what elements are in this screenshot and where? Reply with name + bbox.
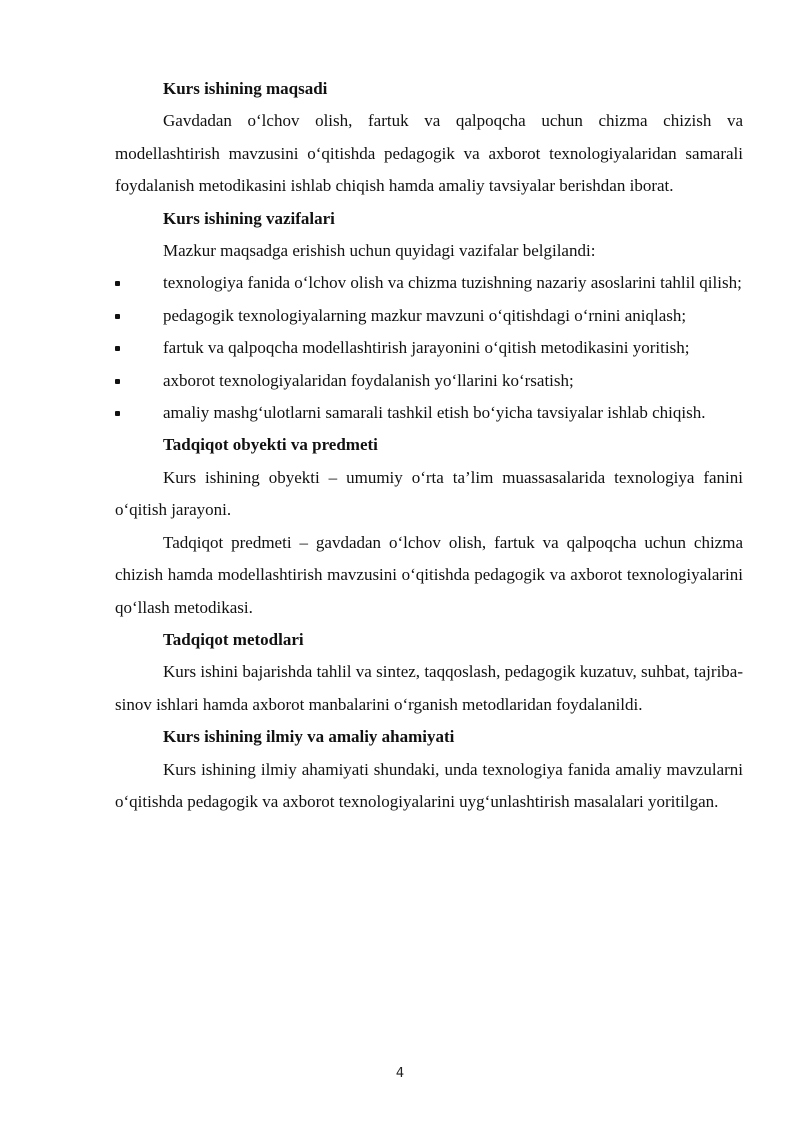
list-item: axborot texnologiyalaridan foydalanish yo‘llarini ko‘rsatish; xyxy=(115,365,743,397)
heading-tasks: Kurs ishining vazifalari xyxy=(163,208,335,228)
heading-methods: Tadqiqot metodlari xyxy=(163,629,304,649)
bullet-icon xyxy=(115,346,120,351)
paragraph-object: Kurs ishining obyekti – umumiy o‘rta ta’lim muassasalarida texnologiya fanini o‘qitish jarayoni. xyxy=(115,467,743,520)
list-item: texnologiya fanida o‘lchov olish va chizma tuzishning nazariy asoslarini tahlil qilish; xyxy=(115,267,743,299)
tasks-list xyxy=(115,267,743,429)
paragraph-subject: Tadqiqot predmeti – gavdadan o‘lchov olish, fartuk va qalpoqcha uchun chizma chizish hamda modellashtirish mavzusini o‘qitishda pedagogik va axborot texnologiyalarini qo‘llash metodikasi. xyxy=(115,532,743,617)
page-number: 4 xyxy=(395,1066,405,1081)
list-item: fartuk va qalpoqcha modellashtirish jarayonini o‘qitish metodikasini yoritish; xyxy=(115,332,743,364)
heading-object: Tadqiqot obyekti va predmeti xyxy=(163,435,378,455)
paragraph-significance: Kurs ishining ilmiy ahamiyati shundaki, unda texnologiya fanida amaliy mavzularni o‘qitishda pedagogik va axborot texnologiyalarini uyg‘unlashtirish masalalari yoritilgan. xyxy=(115,759,743,811)
list-item: amaliy mashg‘ulotlarni samarali tashkil etish bo‘yicha tavsiyalar ishlab chiqish. xyxy=(115,397,743,429)
paragraph-methods: Kurs ishini bajarishda tahlil va sintez, taqqoslash, pedagogik kuzatuv, suhbat, tajriba-sinov ishlari hamda axborot manbalarini o‘rganish metodlaridan foydalanildi. xyxy=(115,662,743,714)
heading-goal: Kurs ishining maqsadi xyxy=(163,79,328,98)
bullet-icon xyxy=(115,281,120,286)
document-page xyxy=(115,73,743,818)
bullet-icon xyxy=(115,379,120,384)
paragraph-goal: Gavdadan o‘lchov olish, fartuk va qalpoqcha uchun chizma chizish va modellashtirish mavzusini o‘qitishda pedagogik va axborot texnologiyalaridan samarali foydalanish metodikasini ishlab chiqish hamda amaliy tavsiyalar berishdan iborat. xyxy=(115,111,743,196)
paragraph-tasks-intro: Mazkur maqsadga erishish uchun quyidagi vazifalar belgilandi: xyxy=(163,241,596,261)
bullet-icon xyxy=(115,314,120,319)
bullet-icon xyxy=(115,411,120,416)
list-item: pedagogik texnologiyalarning mazkur mavzuni o‘qitishdagi o‘rnini aniqlash; xyxy=(115,300,743,332)
heading-significance: Kurs ishining ilmiy va amaliy ahamiyati xyxy=(163,727,455,747)
